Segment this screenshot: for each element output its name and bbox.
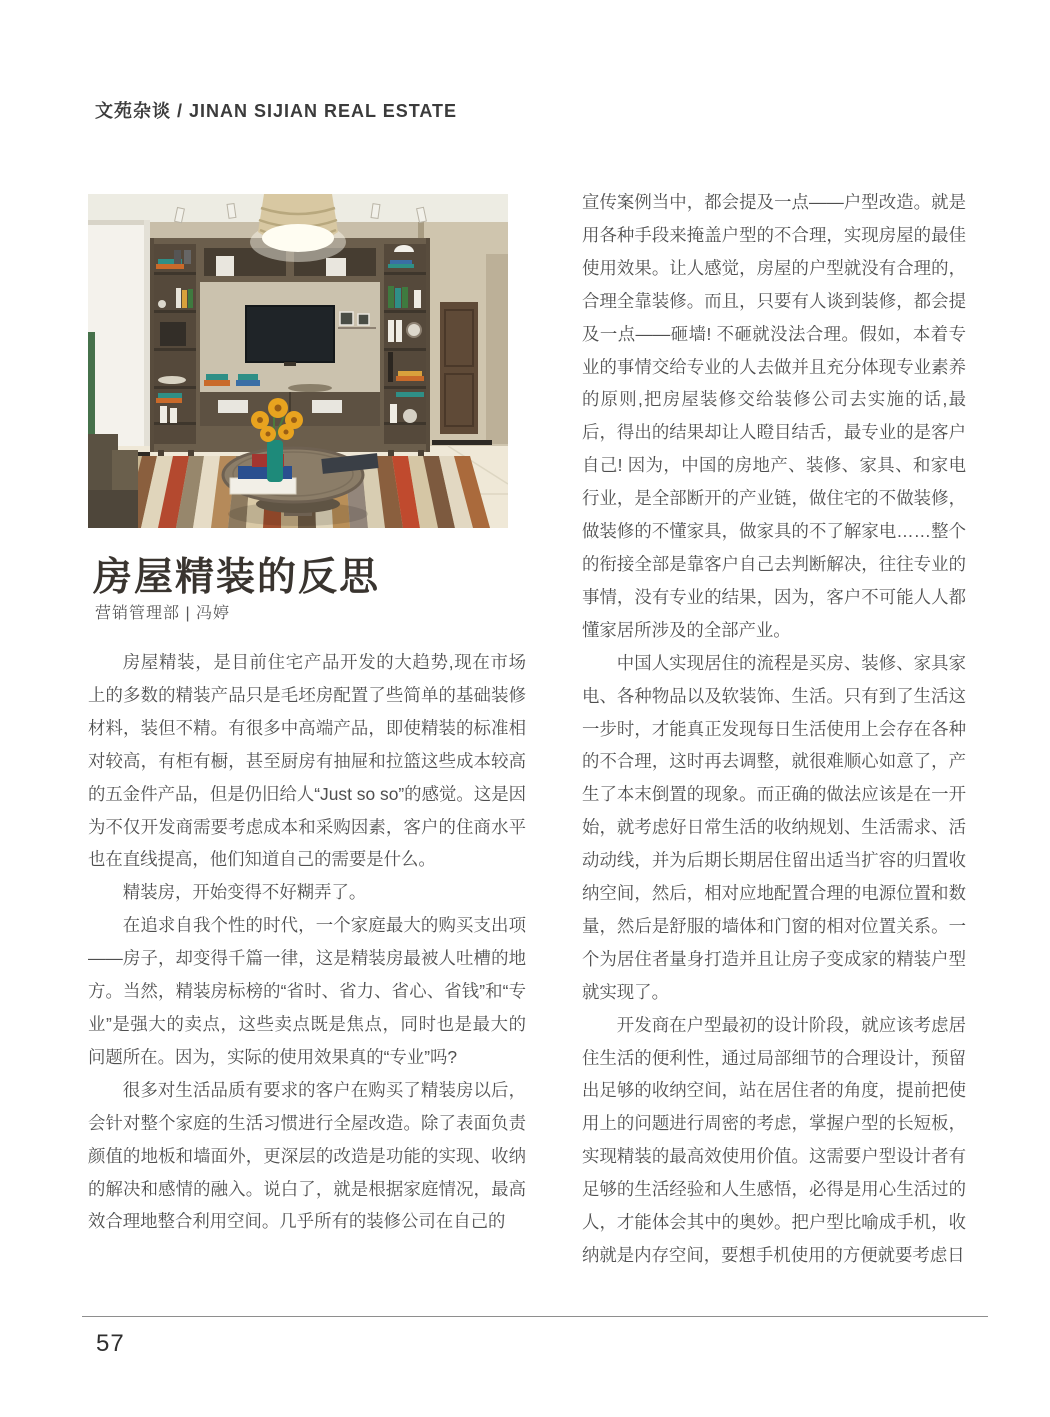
paragraph: 中国人实现居住的流程是买房、装修、家具家电、各种物品以及软装饰、生活。只有到了生活这一步时，才能真正发现每日生活使用上会存在各种的不合理，这时再去调整，就很难顺心如意了，产生了本末倒置的现象。而正确的做法应该是在一开始，就考虑好日常生活的收纳规划、生活需求、活动动线，并为后期长期居住留出适当扩容的归置收纳空间，然后，相对应地配置合理的电源位置和数量，然后是舒服的墙体和门窗的相对位置关系。一个为居住者量身打造并且让房子变成家的精装户型就实现了。 (582, 652, 966, 1002)
living-room-illustration (88, 194, 508, 528)
article-byline: 营销管理部 | 冯婷 (95, 605, 231, 622)
header-text: 文苑杂谈 / JINAN SIJIAN REAL ESTATE (95, 101, 458, 121)
paragraph: 很多对生活品质有要求的客户在购买了精装房以后，会针对整个家庭的生活习惯进行全屋改造。除了表面负责颜值的地板和墙面外，更深层的改造是功能的实现、收纳的解决和感情的融入。说白了，就是根据家庭情况，最高效合理地整合利用空间。几乎所有的装修公司在自己的 (88, 1079, 526, 1232)
footer-divider (82, 1316, 988, 1317)
pendant-lamp (250, 194, 346, 262)
article-column-right (582, 186, 966, 1272)
paragraph: 精装房，开始变得不好糊弄了。 (122, 882, 367, 903)
paragraph: 房屋精装，是目前住宅产品开发的大趋势,现在市场上的多数的精装产品只是毛坯房配置了些简单的基础装修材料，装但不精。有很多中高端产品，即使精装的标准相对较高，有柜有橱，甚至厨房有抽屉和拉篮这些成本较高的五金件产品，但是仍旧给人“Just so so”的感觉。这是因为不仅开发商需要考虑成本和采购因素，客户的住商水平也在直线提高，他们知道自己的需要是什么。 (88, 652, 526, 870)
page-number: 57 (96, 1330, 125, 1357)
article-title: 房屋精装的反思 (93, 556, 381, 599)
article-column-left (88, 646, 526, 1238)
paragraph: 开发商在户型最初的设计阶段，就应该考虑居住生活的便利性，通过局部细节的合理设计，预留出足够的收纳空间，站在居住者的角度，提前把使用上的问题进行周密的考虑，掌握户型的长短板，实现精装的最高效使用价值。这需要户型设计者有足够的生活经验和人生感悟，必得是用心生活过的人，才能体会其中的奥妙。把户型比喻成手机，收纳就是内存空间，要想手机使用的方便就要考虑日 (582, 1014, 966, 1265)
paragraph: 在追求自我个性的时代，一个家庭最大的购买支出项——房子，却变得千篇一律，这是精装房最被人吐槽的地方。当然，精装房标榜的“省时、省力、省心、省钱”和“专业”是强大的卖点，这些卖点既是焦点，同时也是最大的问题所在。因为，实际的使用效果真的“专业”吗? (88, 915, 526, 1067)
tv (246, 306, 334, 362)
living-room-interior-photo (88, 194, 508, 528)
door (440, 302, 478, 434)
paragraph: 宣传案例当中，都会提及一点——户型改造。就是用各种手段来掩盖户型的不合理，实现房屋的最佳使用效果。让人感觉，房屋的户型就没有合理的，合理全靠装修。而且，只要有人谈到装修，都会提及一点——砸墙! 不砸就没法合理。假如，本着专业的事情交给专业的人去做并且充分体现专业素养的原则,把房屋装修交给装修公司去实施的话,最后，得出的结果却让人瞪目结舌，最专业的是客户自己! 因为，中国的房地产、装修、家具、和家电行业，是全部断开的产业链，做住宅的不做装修，做装修的不懂家具，做家具的不了解家电……整个的衔接全部是靠客户自己去判断解决，往往专业的事情，没有专业的结果，因为，客户不可能人人都懂家居所涉及的全部产业。 (582, 192, 966, 640)
page-header (95, 97, 457, 123)
